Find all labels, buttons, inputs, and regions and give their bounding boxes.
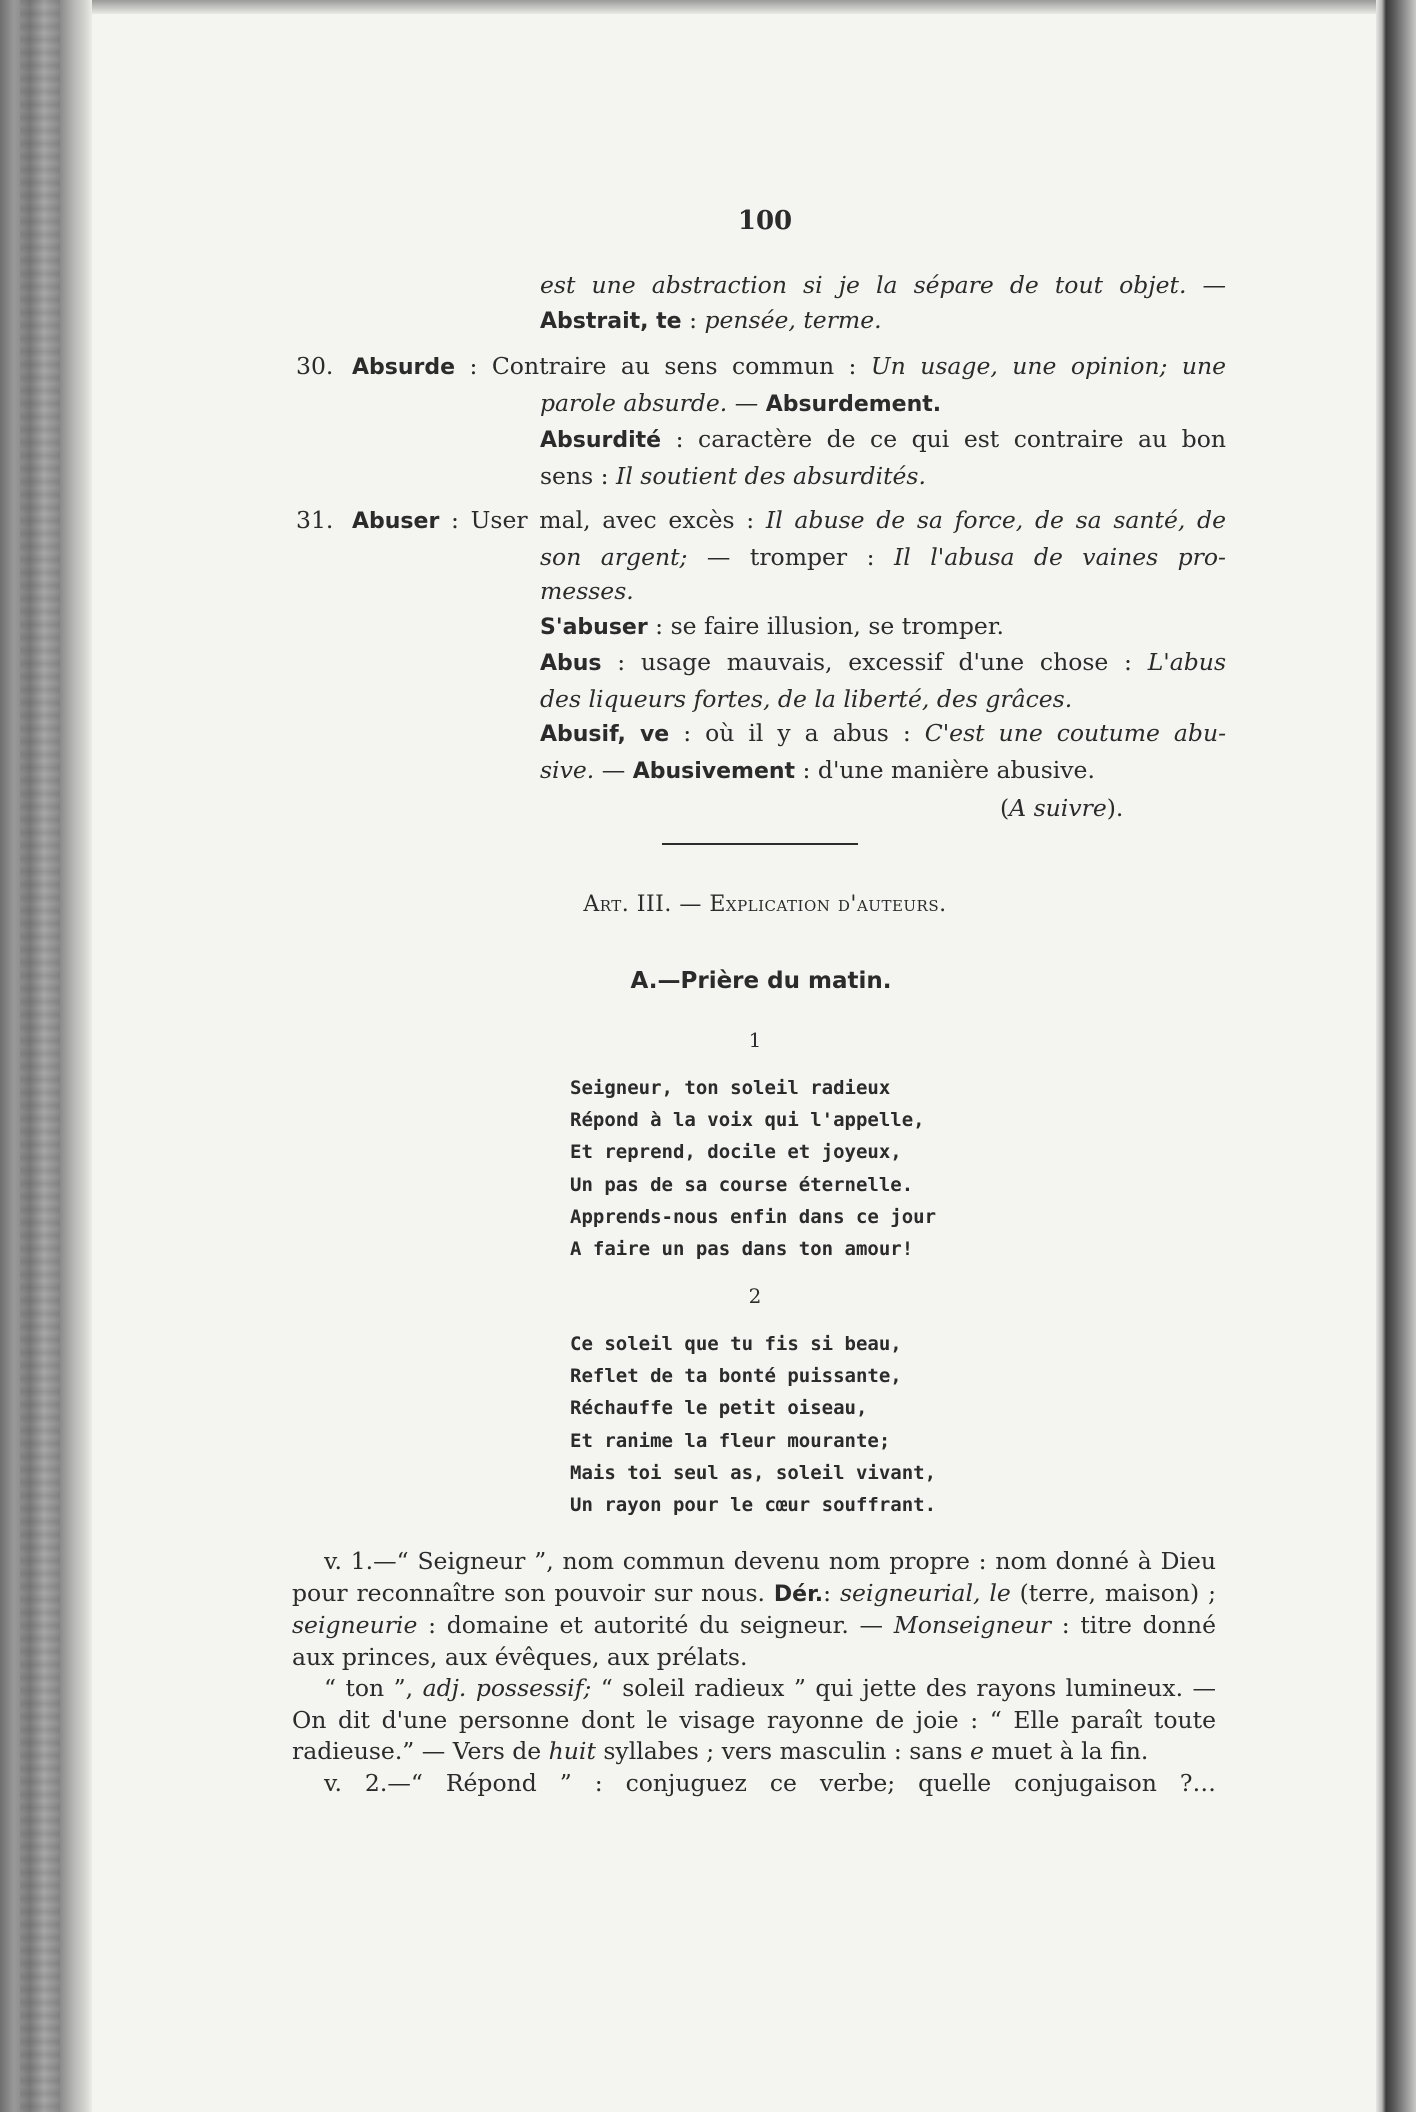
headword: Abuser [352,509,440,534]
note-verse-1: v. 1.—“ Seigneur ”, nom commun devenu nom propre : nom donné à Dieu pour reconnaître son pouvoir sur nous. Dér.: seigneurial, le (terre, maison) ; seigneurie : domaine et autorité du seigneur. — Monseigneur : titre donné aux princes, aux évêques, aux prélats. [292,1547,1217,1671]
scan-left-edge [0,0,92,2112]
headword: Abstrait, te [540,308,682,334]
headword: Abusif, ve [540,722,670,747]
headword: Abus [540,651,602,676]
headword: Abusivement [632,758,796,784]
article-heading: Art. III. — Explication d'auteurs. [583,892,947,917]
poem-line: Ce soleil que tu fis si beau, [570,1333,902,1355]
note-verse-2: v. 2.—“ Répond ” : conjuguez ce verbe; quelle conjugaison ?… [324,1768,1216,1797]
dictionary-entries [296,268,1226,789]
poem-line: Et ranime la fleur mourante; [570,1429,891,1452]
note-ton: “ ton ”, adj. possessif; “ soleil radieux ” qui jette des rayons lumineux. — On dit d'une personne dont le visage rayonne de joie : “ Elle paraît toute radieuse.” — Vers de huit syllabes ; vers masculin : sans e muet à la fin. [292,1674,1216,1765]
poem-line: Apprends-nous enfin dans ce jour [570,1205,937,1228]
entry-abstrait: Abstrait, te : pensée, terme. [540,305,882,334]
scan-right-edge [1376,0,1416,2112]
stanza-number: 1 [748,1028,762,1052]
poem-line: Réchauffe le petit oiseau, [570,1397,868,1420]
entry-30: 30. Absurde : Contraire au sens commun : Un usage, une opinion; une parole absurde. — Absurdement. Absurdité : caractère de ce qui est contraire au bon sens : Il soutient des absurdités. [296,349,1226,493]
page-number: 100 [737,206,793,236]
entry-31: 31. Abuser : User mal, avec excès : Il abuse de sa force, de sa santé, de son argent; — tromper : Il l'abusa de vaines pro- messes. S'abuser : se faire illusion, se tromper. Abus : usage mauvais, excessif d'une chose : L'abus des liqueurs fortes, de la liberté, des grâces. Abusif, ve : où il y a abus : C'est une coutume abu- sive. — Abusivement : d'une manière abusive. [296,503,1226,789]
poem-line: Répond à la voix qui l'appelle, [570,1109,925,1132]
headword: S'abuser [540,614,648,640]
stanza-number: 2 [748,1284,762,1308]
poem-stanza-1 [570,1072,936,1265]
poem-stanza-2 [570,1328,936,1521]
poem-line: Un rayon pour le cœur souffrant. [570,1494,937,1517]
poem-title: A.—Prière du matin. [630,968,892,994]
poem-line: Seigneur, ton soleil radieux [570,1077,891,1099]
headword: Absurdité [540,428,662,453]
to-be-continued: (A suivre). [1000,794,1124,822]
poem-line: Mais toi seul as, soleil vivant, [570,1461,937,1484]
headword: Absurdement. [765,391,942,417]
headword: Absurde [352,355,456,380]
section-divider [662,843,858,845]
entry-number: 31. [296,506,334,534]
poem-line: Reflet de ta bonté puissante, [570,1365,902,1388]
poem-line: A faire un pas dans ton amour! [570,1238,914,1261]
poem-line: Un pas de sa course éternelle. [570,1173,914,1196]
poem-line: Et reprend, docile et joyeux, [570,1141,902,1164]
verse-notes [292,1546,1216,1799]
scan-top-edge [92,0,1376,14]
entry-continuation: est une abstraction si je la sépare de tout objet. — [540,271,1226,299]
entry-number: 30. [296,352,334,380]
